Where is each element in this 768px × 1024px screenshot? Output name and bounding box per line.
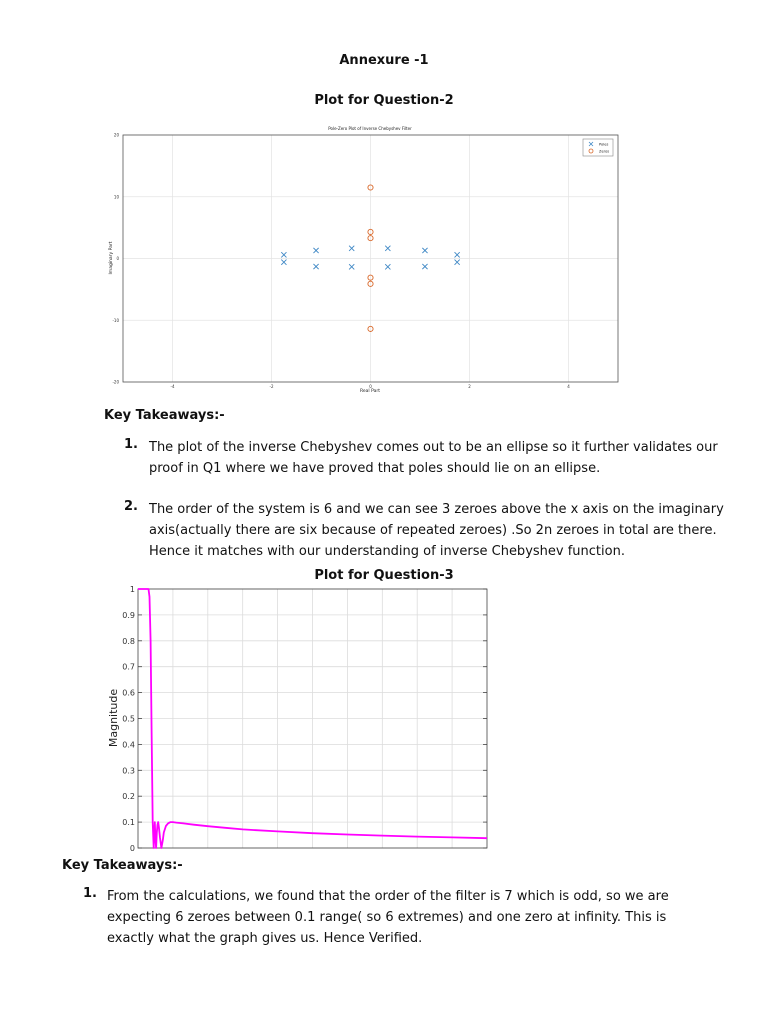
pole-marker bbox=[385, 246, 390, 251]
pole-zero-chart bbox=[100, 124, 630, 396]
magnitude-y-tick-label: 0.5 bbox=[122, 714, 135, 724]
pole-marker bbox=[313, 248, 318, 253]
pole-marker bbox=[422, 248, 427, 253]
magnitude-y-tick-label: 0.9 bbox=[122, 610, 135, 620]
pole-zero-y-tick-label: -10 bbox=[112, 317, 119, 323]
pole-marker bbox=[349, 246, 354, 251]
pole-zero-title: Pole-Zero Plot of Inverse Chebyshev Filter bbox=[328, 126, 412, 131]
list-item-text: From the calculations, we found that the order of the filter is 7 which is odd, so we are expecting 6 zeroes between 0.1 range( so 6 extremes) and one zero at infinity. This is exactly what the graph gives us. Hence Verified. bbox=[107, 889, 669, 946]
section2-heading: Plot for Question-3 bbox=[314, 568, 454, 583]
pole-zero-x-tick-label: -2 bbox=[269, 384, 274, 389]
pole-zero-y-tick-label: 0 bbox=[116, 256, 119, 261]
magnitude-y-tick-label: 0.2 bbox=[122, 792, 135, 802]
annexure-title: Annexure -1 bbox=[339, 53, 429, 68]
pole-zero-x-tick-label: -4 bbox=[170, 384, 175, 389]
section1-list-item-1 bbox=[124, 437, 724, 479]
list-number: 1. bbox=[124, 437, 138, 452]
pole-marker bbox=[349, 264, 354, 269]
magnitude-y-tick-label: 0 bbox=[129, 844, 135, 853]
magnitude-y-tick-label: 0.6 bbox=[122, 688, 135, 698]
section2-list-item-1 bbox=[83, 886, 688, 949]
pole-marker bbox=[385, 264, 390, 269]
magnitude-y-tick-label: 0.1 bbox=[122, 818, 135, 828]
magnitude-y-tick-label: 0.3 bbox=[122, 766, 135, 776]
pole-zero-x-tick-label: 0 bbox=[369, 384, 372, 389]
list-item-text: The order of the system is 6 and we can see 3 zeroes above the x axis on the imaginary axis(actually there are six because of repeated zeroes) .So 2n zeroes in total are there. Hence it matches with our understanding of inverse Chebyshev function. bbox=[149, 502, 724, 559]
pole-marker bbox=[422, 264, 427, 269]
pole-zero-x-tick-label: 4 bbox=[567, 384, 570, 389]
magnitude-y-tick-label: 0.4 bbox=[122, 740, 135, 750]
list-item-text: The plot of the inverse Chebyshev comes out to be an ellipse so it further validates our proof in Q1 where we have proved that poles should lie on an ellipse. bbox=[149, 440, 718, 476]
list-number: 1. bbox=[83, 886, 97, 901]
pole-zero-x-tick-label: 2 bbox=[468, 384, 471, 389]
pole-marker bbox=[281, 252, 286, 257]
pole-zero-y-tick-label: 10 bbox=[113, 194, 119, 200]
section1-list-item-2 bbox=[124, 499, 724, 562]
magnitude-y-tick-label: 0.8 bbox=[122, 636, 135, 646]
section1-key-takeaways-label: Key Takeaways:- bbox=[104, 408, 225, 423]
magnitude-ylabel: Magnitude bbox=[107, 688, 120, 748]
pole-zero-y-tick-label: 20 bbox=[113, 132, 119, 138]
pole-marker bbox=[313, 264, 318, 269]
pole-marker bbox=[455, 252, 460, 257]
legend-label: Poles bbox=[599, 142, 609, 147]
pole-zero-ylabel: Imaginary Part bbox=[109, 241, 114, 275]
pole-marker bbox=[281, 260, 286, 265]
section2-key-takeaways-label: Key Takeaways:- bbox=[62, 858, 183, 873]
list-number: 2. bbox=[124, 499, 138, 514]
magnitude-y-tick-label: 0.7 bbox=[122, 662, 135, 672]
magnitude-chart bbox=[100, 582, 495, 854]
section1-heading: Plot for Question-2 bbox=[314, 93, 454, 108]
pole-zero-legend bbox=[583, 139, 613, 156]
pole-zero-xlabel: Real Part bbox=[359, 389, 381, 394]
magnitude-y-tick-label: 1 bbox=[129, 585, 135, 594]
legend-label: Zeros bbox=[599, 149, 610, 154]
pole-zero-y-tick-label: -20 bbox=[112, 379, 119, 385]
pole-marker bbox=[455, 260, 460, 265]
